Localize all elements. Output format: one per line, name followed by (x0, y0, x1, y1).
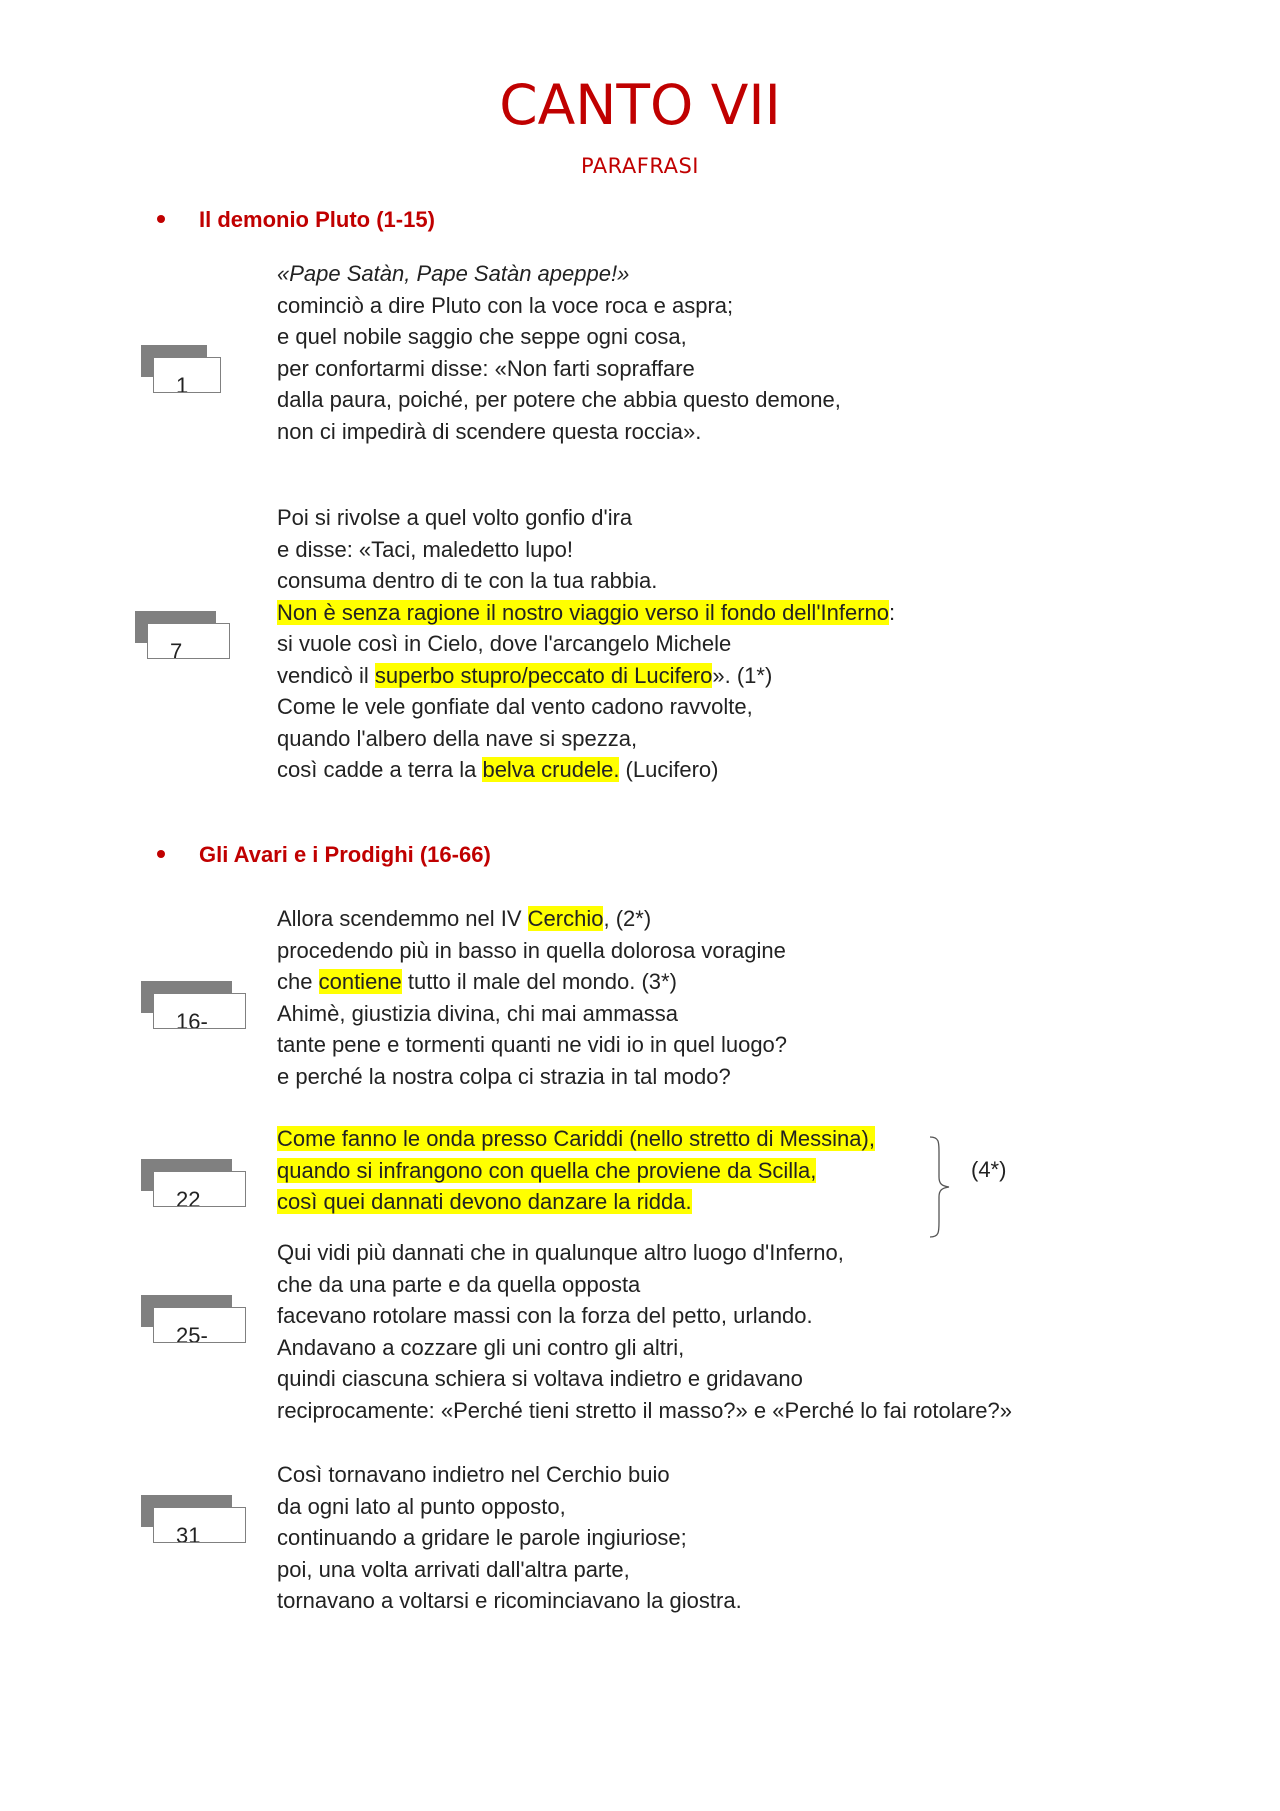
verse-text: vendicò il (277, 662, 375, 688)
verse-text: Come le vele gonfiate dal vento cadono ravvolte, (277, 694, 753, 719)
verse-text: poi, una volta arrivati dall'altra parte, (277, 1556, 630, 1582)
verse-text: Qui vidi più dannati che in qualunque altro luogo d'Inferno, (277, 1240, 844, 1265)
verse-text: dalla paura, poiché, per potere che abbia questo demone, (277, 387, 841, 412)
highlighted-text: così quei dannati devono danzare la ridda. (277, 1189, 692, 1214)
verse-line (277, 1237, 1012, 1269)
curly-brace-icon (928, 1135, 952, 1239)
verse-line (277, 1123, 875, 1155)
verse-text: tutto il male del mondo. (3*) (401, 969, 677, 994)
page-title: CANTO VII (499, 73, 781, 137)
verse-line (277, 1332, 1012, 1364)
verse-line (277, 597, 895, 629)
verse-text: non ci impedirà di scendere questa roccia». (277, 418, 702, 444)
verse-line (277, 1395, 1012, 1427)
section-heading-avari: Gli Avari e i Prodighi (16-66) (157, 840, 491, 870)
verse-text: così cadde a terra la (277, 757, 483, 782)
verse-text: reciprocamente: «Perché tieni stretto il masso?» e «Perché lo fai rotolare?» (277, 1397, 1012, 1423)
verse-line (277, 258, 841, 290)
verse-line (277, 384, 841, 416)
verse-text: da ogni lato al punto opposto, (277, 1493, 566, 1519)
verse-text: cominciò a dire Pluto con la voce roca e aspra; (277, 292, 734, 318)
verse-line (277, 1554, 742, 1586)
stanza (277, 258, 841, 447)
stanza (277, 502, 895, 786)
verse-line (277, 416, 841, 448)
verse-text: Allora scendemmo nel IV (277, 906, 528, 931)
verse-line (277, 1459, 742, 1491)
verse-text: quando l'albero della nave si spezza, (277, 725, 638, 751)
verse-text: che da una parte e da quella opposta (277, 1271, 641, 1297)
stanza (277, 903, 787, 1092)
verse-text: tornavano a voltarsi e ricominciavano la giostra. (277, 1588, 742, 1613)
verse-line (277, 1269, 1012, 1301)
verse-line (277, 353, 841, 385)
verse-line (277, 660, 895, 692)
verse-text: procedendo più in basso in quella dolorosa voragine (277, 937, 786, 963)
stanza (277, 1123, 875, 1218)
verse-text: si vuole così in Cielo, dove l'arcangelo Michele (277, 631, 732, 656)
stanza (277, 1237, 1012, 1426)
highlighted-text: superbo stupro/peccato di Lucifero (374, 662, 713, 688)
verse-text: «Pape Satàn, Pape Satàn apeppe!» (277, 261, 630, 286)
verse-line (277, 691, 895, 723)
verse-line (277, 1491, 742, 1523)
page-subtitle: PARAFRASI (580, 154, 699, 178)
footnote-marker: (4*) (971, 1157, 1007, 1182)
verse-text: consuma dentro di te con la tua rabbia. (277, 568, 658, 593)
verse-text: ». (1*) (712, 662, 773, 688)
verse-line (277, 966, 787, 998)
verse-text: Poi si rivolse a quel volto gonfio d'ira (277, 505, 633, 530)
verse-text: (Lucifero) (619, 757, 719, 782)
highlighted-text: belva crudele. (482, 757, 620, 782)
verse-text: quindi ciascuna schiera si voltava indietro e gridavano (277, 1366, 803, 1391)
verse-line (277, 1522, 742, 1554)
verse-text: Ahimè, giustizia divina, chi mai ammassa (277, 1000, 679, 1026)
verse-line (277, 1155, 875, 1187)
verse-line (277, 935, 787, 967)
verse-line (277, 1029, 787, 1061)
verse-text: Così tornavano indietro nel Cerchio buio (277, 1462, 670, 1487)
verse-line (277, 290, 841, 322)
verse-line (277, 534, 895, 566)
verse-line (277, 998, 787, 1030)
verse-text: e perché la nostra colpa ci strazia in tal modo? (277, 1063, 731, 1089)
verse-line (277, 565, 895, 597)
verse-line (277, 1186, 875, 1218)
verse-text: , (2*) (603, 906, 652, 931)
verse-line (277, 754, 895, 786)
verse-text: tante pene e tormenti quanti ne vidi io in quel luogo? (277, 1032, 788, 1057)
verse-text: continuando a gridare le parole ingiuriose; (277, 1525, 687, 1550)
highlighted-text: quando si infrangono con quella che proviene da Scilla, (277, 1157, 817, 1183)
verse-text: facevano rotolare massi con la forza del petto, urlando. (277, 1303, 813, 1328)
verse-line (277, 1585, 742, 1617)
verse-line (277, 903, 787, 935)
stanza (277, 1459, 742, 1617)
highlighted-text: Non è senza ragione il nostro viaggio verso il fondo dell'Inferno (277, 599, 890, 625)
verse-line (277, 723, 895, 755)
verse-line (277, 502, 895, 534)
section-heading-pluto: Il demonio Pluto (1-15) (157, 205, 435, 235)
verse-text: che (277, 969, 319, 994)
verse-text: per confortarmi disse: «Non farti sopraffare (277, 355, 695, 381)
verse-line (277, 1363, 1012, 1395)
verse-line (277, 1300, 1012, 1332)
verse-line (277, 321, 841, 353)
highlighted-text: Cerchio (527, 906, 604, 931)
bullet-icon (157, 850, 165, 858)
verse-line (277, 1061, 787, 1093)
bullet-icon (157, 215, 165, 223)
verse-line (277, 628, 895, 660)
verse-text: e quel nobile saggio che seppe ogni cosa, (277, 324, 687, 349)
highlighted-text: Come fanno le onda presso Cariddi (nello stretto di Messina), (277, 1126, 875, 1151)
verse-text: : (889, 599, 896, 625)
verse-text: Andavano a cozzare gli uni contro gli altri, (277, 1334, 685, 1360)
verse-text: e disse: «Taci, maledetto lupo! (277, 536, 573, 562)
highlighted-text: contiene (318, 969, 402, 994)
